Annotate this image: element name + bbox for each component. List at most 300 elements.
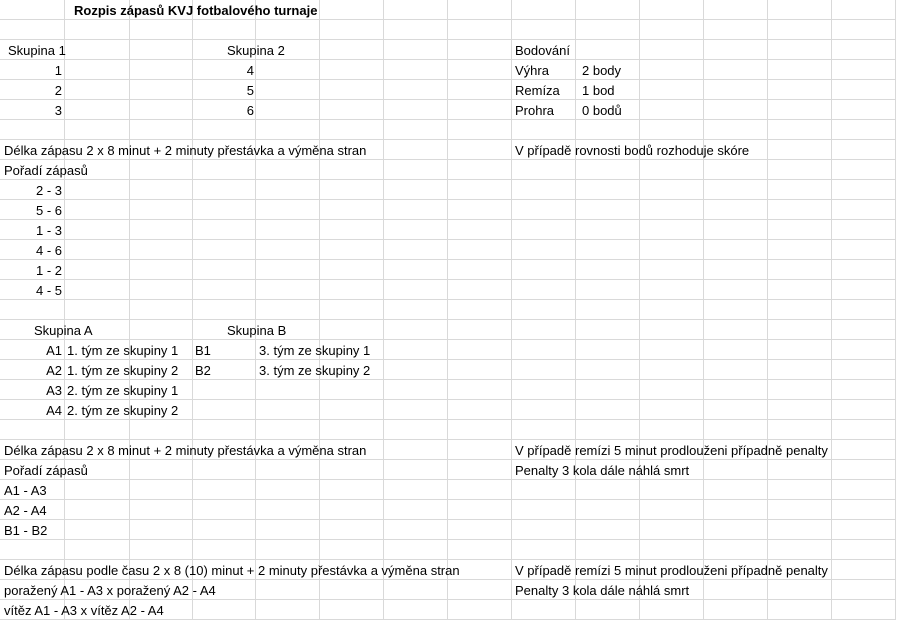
grid-cell[interactable]	[256, 160, 320, 180]
grid-cell[interactable]	[130, 100, 193, 120]
grid-cell[interactable]	[576, 20, 640, 40]
grid-cell[interactable]	[640, 280, 704, 300]
group-a-code[interactable]: A1	[46, 343, 62, 358]
grid-cell[interactable]	[576, 320, 640, 340]
grid-cell[interactable]	[832, 460, 896, 480]
grid-cell[interactable]	[384, 380, 448, 400]
grid-cell[interactable]	[576, 240, 640, 260]
grid-cell[interactable]	[768, 540, 832, 560]
grid-cell[interactable]	[0, 120, 65, 140]
match-order-label[interactable]: Pořadí zápasů	[4, 163, 88, 178]
grid-cell[interactable]	[0, 300, 65, 320]
scoring-label[interactable]: Bodování	[515, 43, 570, 58]
grid-cell[interactable]	[320, 300, 384, 320]
grid-cell[interactable]	[320, 120, 384, 140]
grid-cell[interactable]	[384, 20, 448, 40]
grid-cell[interactable]	[832, 480, 896, 500]
match-duration-text[interactable]: Délka zápasu 2 x 8 minut + 2 minuty přestávka a výměna stran	[4, 143, 367, 158]
grid-cell[interactable]	[832, 580, 896, 600]
grid-cell[interactable]	[640, 160, 704, 180]
grid-cell[interactable]	[640, 540, 704, 560]
grid-cell[interactable]	[65, 120, 130, 140]
group-1-team[interactable]: 1	[54, 63, 62, 78]
grid-cell[interactable]	[704, 120, 768, 140]
grid-cell[interactable]	[320, 80, 384, 100]
grid-cell[interactable]	[512, 300, 576, 320]
group-b-desc[interactable]: 3. tým ze skupiny 2	[259, 363, 371, 378]
grid-cell[interactable]	[384, 140, 448, 160]
grid-cell[interactable]	[448, 580, 512, 600]
grid-cell[interactable]	[768, 340, 832, 360]
grid-cell[interactable]	[832, 80, 896, 100]
grid-cell[interactable]	[65, 540, 130, 560]
tiebreak-rule-text[interactable]: V případě rovnosti bodů rozhoduje skóre	[515, 143, 750, 158]
grid-cell[interactable]	[130, 540, 193, 560]
grid-cell[interactable]	[512, 480, 576, 500]
grid-cell[interactable]	[576, 0, 640, 20]
grid-cell[interactable]	[448, 140, 512, 160]
scoring-name[interactable]: Remíza	[515, 83, 560, 98]
grid-cell[interactable]	[448, 240, 512, 260]
grid-cell[interactable]	[65, 100, 130, 120]
grid-cell[interactable]	[130, 300, 193, 320]
grid-cell[interactable]	[130, 40, 193, 60]
grid-cell[interactable]	[0, 20, 65, 40]
grid-cell[interactable]	[640, 80, 704, 100]
grid-cell[interactable]	[256, 20, 320, 40]
grid-cell[interactable]	[576, 340, 640, 360]
grid-cell[interactable]	[512, 0, 576, 20]
grid-cell[interactable]	[704, 540, 768, 560]
grid-cell[interactable]	[576, 200, 640, 220]
match-pairing[interactable]: 1 - 3	[35, 223, 62, 238]
grid-cell[interactable]	[320, 540, 384, 560]
grid-cell[interactable]	[704, 380, 768, 400]
grid-cell[interactable]	[448, 60, 512, 80]
grid-cell[interactable]	[832, 280, 896, 300]
grid-cell[interactable]	[768, 160, 832, 180]
grid-cell[interactable]	[768, 240, 832, 260]
grid-cell[interactable]	[384, 120, 448, 140]
grid-cell[interactable]	[768, 600, 832, 620]
grid-cell[interactable]	[768, 80, 832, 100]
grid-cell[interactable]	[768, 420, 832, 440]
grid-cell[interactable]	[512, 200, 576, 220]
grid-cell[interactable]	[256, 420, 320, 440]
grid-cell[interactable]	[384, 100, 448, 120]
grid-cell[interactable]	[512, 240, 576, 260]
grid-cell[interactable]	[512, 380, 576, 400]
grid-cell[interactable]	[768, 300, 832, 320]
grid-cell[interactable]	[193, 540, 256, 560]
grid-cell[interactable]	[768, 140, 832, 160]
draw-rule-text[interactable]: V případě remízi 5 minut prodlouženi případně penalty	[515, 443, 828, 458]
grid-cell[interactable]	[704, 520, 768, 540]
grid-cell[interactable]	[65, 180, 130, 200]
grid-cell[interactable]	[576, 160, 640, 180]
grid-cell[interactable]	[832, 540, 896, 560]
grid-cell[interactable]	[768, 320, 832, 340]
grid-cell[interactable]	[768, 380, 832, 400]
grid-cell[interactable]	[130, 500, 193, 520]
grid-cell[interactable]	[768, 360, 832, 380]
grid-cell[interactable]	[512, 360, 576, 380]
grid-cell[interactable]	[65, 80, 130, 100]
grid-cell[interactable]	[256, 80, 320, 100]
grid-cell[interactable]	[65, 500, 130, 520]
grid-cell[interactable]	[512, 500, 576, 520]
grid-cell[interactable]	[448, 100, 512, 120]
grid-cell[interactable]	[640, 20, 704, 40]
grid-cell[interactable]	[256, 580, 320, 600]
grid-cell[interactable]	[576, 420, 640, 440]
grid-cell[interactable]	[768, 580, 832, 600]
grid-cell[interactable]	[65, 60, 130, 80]
group-2-team[interactable]: 6	[246, 103, 254, 118]
grid-cell[interactable]	[0, 540, 65, 560]
group-1-label[interactable]: Skupina 1	[8, 43, 66, 58]
grid-cell[interactable]	[384, 40, 448, 60]
grid-cell[interactable]	[256, 200, 320, 220]
group-b-code[interactable]: B2	[195, 363, 211, 378]
grid-cell[interactable]	[384, 160, 448, 180]
grid-cell[interactable]	[640, 0, 704, 20]
grid-cell[interactable]	[768, 460, 832, 480]
grid-cell[interactable]	[256, 180, 320, 200]
grid-cell[interactable]	[193, 160, 256, 180]
group-2-team[interactable]: 5	[246, 83, 254, 98]
grid-cell[interactable]	[704, 280, 768, 300]
grid-cell[interactable]	[832, 420, 896, 440]
grid-cell[interactable]	[130, 480, 193, 500]
grid-cell[interactable]	[832, 260, 896, 280]
grid-cell[interactable]	[256, 220, 320, 240]
grid-cell[interactable]	[832, 560, 896, 580]
grid-cell[interactable]	[193, 200, 256, 220]
grid-cell[interactable]	[704, 480, 768, 500]
grid-cell[interactable]	[448, 160, 512, 180]
grid-cell[interactable]	[65, 480, 130, 500]
grid-cell[interactable]	[704, 80, 768, 100]
grid-cell[interactable]	[640, 220, 704, 240]
grid-cell[interactable]	[640, 420, 704, 440]
grid-cell[interactable]	[576, 520, 640, 540]
grid-cell[interactable]	[704, 320, 768, 340]
grid-cell[interactable]	[704, 500, 768, 520]
grid-cell[interactable]	[448, 420, 512, 440]
grid-cell[interactable]	[640, 120, 704, 140]
grid-cell[interactable]	[256, 380, 320, 400]
grid-cell[interactable]	[448, 360, 512, 380]
grid-cell[interactable]	[256, 280, 320, 300]
grid-cell[interactable]	[640, 360, 704, 380]
match-pairing[interactable]: 2 - 3	[35, 183, 62, 198]
grid-cell[interactable]	[130, 320, 193, 340]
grid-cell[interactable]	[576, 40, 640, 60]
grid-cell[interactable]	[448, 340, 512, 360]
grid-cell[interactable]	[768, 400, 832, 420]
grid-cell[interactable]	[512, 540, 576, 560]
group-1-team[interactable]: 2	[54, 83, 62, 98]
grid-cell[interactable]	[384, 440, 448, 460]
grid-cell[interactable]	[193, 20, 256, 40]
grid-cell[interactable]	[193, 280, 256, 300]
grid-cell[interactable]	[384, 340, 448, 360]
grid-cell[interactable]	[320, 320, 384, 340]
match-pairing[interactable]: 5 - 6	[35, 203, 62, 218]
grid-cell[interactable]	[448, 500, 512, 520]
grid-cell[interactable]	[256, 120, 320, 140]
grid-cell[interactable]	[384, 600, 448, 620]
grid-cell[interactable]	[448, 380, 512, 400]
grid-cell[interactable]	[384, 460, 448, 480]
grid-cell[interactable]	[832, 400, 896, 420]
penalty-rule-text[interactable]: Penalty 3 kola dále náhlá smrt	[515, 583, 690, 598]
grid-cell[interactable]	[65, 20, 130, 40]
match-order-label[interactable]: Pořadí zápasů	[4, 463, 88, 478]
grid-cell[interactable]	[512, 340, 576, 360]
grid-cell[interactable]	[448, 300, 512, 320]
grid-cell[interactable]	[704, 460, 768, 480]
grid-cell[interactable]	[320, 160, 384, 180]
grid-cell[interactable]	[448, 180, 512, 200]
grid-cell[interactable]	[768, 120, 832, 140]
grid-cell[interactable]	[256, 600, 320, 620]
grid-cell[interactable]	[512, 280, 576, 300]
grid-cell[interactable]	[704, 100, 768, 120]
grid-cell[interactable]	[768, 100, 832, 120]
grid-cell[interactable]	[256, 260, 320, 280]
grid-cell[interactable]	[704, 240, 768, 260]
grid-cell[interactable]	[640, 40, 704, 60]
grid-cell[interactable]	[130, 180, 193, 200]
group-1-team[interactable]: 3	[54, 103, 62, 118]
winners-match-text[interactable]: vítěz A1 - A3 x vítěz A2 - A4	[4, 603, 164, 618]
grid-cell[interactable]	[832, 220, 896, 240]
grid-cell[interactable]	[576, 380, 640, 400]
grid-cell[interactable]	[193, 300, 256, 320]
grid-cell[interactable]	[640, 520, 704, 540]
grid-cell[interactable]	[512, 160, 576, 180]
grid-cell[interactable]	[704, 600, 768, 620]
match-duration-text[interactable]: Délka zápasu podle času 2 x 8 (10) minut + 2 minuty přestávka a výměna stran	[4, 563, 460, 578]
grid-cell[interactable]	[256, 400, 320, 420]
grid-cell[interactable]	[256, 460, 320, 480]
grid-cell[interactable]	[640, 320, 704, 340]
penalty-rule-text[interactable]: Penalty 3 kola dále náhlá smrt	[515, 463, 690, 478]
group-a-label[interactable]: Skupina A	[34, 323, 93, 338]
grid-cell[interactable]	[65, 40, 130, 60]
grid-cell[interactable]	[384, 540, 448, 560]
grid-cell[interactable]	[704, 180, 768, 200]
grid-cell[interactable]	[130, 520, 193, 540]
grid-cell[interactable]	[320, 280, 384, 300]
grid-cell[interactable]	[768, 520, 832, 540]
grid-cell[interactable]	[832, 300, 896, 320]
grid-cell[interactable]	[384, 400, 448, 420]
grid-cell[interactable]	[256, 500, 320, 520]
grid-cell[interactable]	[832, 0, 896, 20]
grid-cell[interactable]	[768, 280, 832, 300]
grid-cell[interactable]	[832, 140, 896, 160]
grid-cell[interactable]	[320, 400, 384, 420]
grid-cell[interactable]	[448, 80, 512, 100]
grid-cell[interactable]	[768, 40, 832, 60]
grid-cell[interactable]	[448, 600, 512, 620]
grid-cell[interactable]	[130, 240, 193, 260]
match-pairing[interactable]: 4 - 6	[35, 243, 62, 258]
grid-cell[interactable]	[832, 240, 896, 260]
grid-cell[interactable]	[640, 600, 704, 620]
grid-cell[interactable]	[0, 420, 65, 440]
grid-cell[interactable]	[640, 340, 704, 360]
grid-cell[interactable]	[320, 180, 384, 200]
draw-rule-text[interactable]: V případě remízi 5 minut prodlouženi případně penalty	[515, 563, 828, 578]
grid-cell[interactable]	[320, 240, 384, 260]
grid-cell[interactable]	[384, 200, 448, 220]
match-pairing[interactable]: A2 - A4	[4, 503, 47, 518]
grid-cell[interactable]	[640, 500, 704, 520]
grid-cell[interactable]	[640, 400, 704, 420]
grid-cell[interactable]	[832, 320, 896, 340]
grid-cell[interactable]	[704, 60, 768, 80]
group-b-desc[interactable]: 3. tým ze skupiny 1	[259, 343, 371, 358]
grid-cell[interactable]	[448, 20, 512, 40]
grid-cell[interactable]	[448, 520, 512, 540]
match-pairing[interactable]: 4 - 5	[35, 283, 62, 298]
grid-cell[interactable]	[130, 280, 193, 300]
grid-cell[interactable]	[130, 420, 193, 440]
grid-cell[interactable]	[320, 260, 384, 280]
group-b-code[interactable]: B1	[195, 343, 211, 358]
grid-cell[interactable]	[832, 200, 896, 220]
grid-cell[interactable]	[640, 480, 704, 500]
grid-cell[interactable]	[832, 20, 896, 40]
grid-cell[interactable]	[704, 40, 768, 60]
group-a-code[interactable]: A3	[46, 383, 62, 398]
grid-cell[interactable]	[130, 260, 193, 280]
match-pairing[interactable]: B1 - B2	[4, 523, 48, 538]
grid-cell[interactable]	[130, 80, 193, 100]
grid-cell[interactable]	[768, 220, 832, 240]
grid-cell[interactable]	[832, 380, 896, 400]
grid-cell[interactable]	[768, 500, 832, 520]
grid-cell[interactable]	[256, 480, 320, 500]
grid-cell[interactable]	[384, 420, 448, 440]
grid-cell[interactable]	[320, 40, 384, 60]
grid-cell[interactable]	[640, 60, 704, 80]
grid-cell[interactable]	[448, 200, 512, 220]
grid-cell[interactable]	[448, 220, 512, 240]
grid-cell[interactable]	[193, 420, 256, 440]
match-pairing[interactable]: A1 - A3	[4, 483, 47, 498]
grid-cell[interactable]	[384, 80, 448, 100]
grid-cell[interactable]	[512, 400, 576, 420]
grid-cell[interactable]	[384, 580, 448, 600]
grid-cell[interactable]	[193, 220, 256, 240]
grid-cell[interactable]	[768, 260, 832, 280]
match-duration-text[interactable]: Délka zápasu 2 x 8 minut + 2 minuty přestávka a výměna stran	[4, 443, 367, 458]
grid-cell[interactable]	[640, 200, 704, 220]
grid-cell[interactable]	[512, 20, 576, 40]
grid-cell[interactable]	[576, 600, 640, 620]
group-a-code[interactable]: A4	[46, 403, 62, 418]
grid-cell[interactable]	[832, 160, 896, 180]
grid-cell[interactable]	[512, 320, 576, 340]
grid-cell[interactable]	[320, 460, 384, 480]
grid-cell[interactable]	[130, 160, 193, 180]
scoring-value[interactable]: 1 bod	[582, 83, 615, 98]
grid-cell[interactable]	[65, 220, 130, 240]
grid-cell[interactable]	[320, 380, 384, 400]
grid-cell[interactable]	[704, 340, 768, 360]
grid-cell[interactable]	[448, 320, 512, 340]
grid-cell[interactable]	[130, 60, 193, 80]
grid-cell[interactable]	[0, 0, 65, 20]
grid-cell[interactable]	[576, 280, 640, 300]
group-a-desc[interactable]: 1. tým ze skupiny 1	[67, 343, 179, 358]
grid-cell[interactable]	[320, 60, 384, 80]
scoring-value[interactable]: 2 body	[582, 63, 622, 78]
grid-cell[interactable]	[384, 180, 448, 200]
grid-cell[interactable]	[704, 300, 768, 320]
grid-cell[interactable]	[448, 40, 512, 60]
grid-cell[interactable]	[320, 500, 384, 520]
grid-cell[interactable]	[704, 580, 768, 600]
grid-cell[interactable]	[704, 360, 768, 380]
grid-cell[interactable]	[320, 420, 384, 440]
group-2-label[interactable]: Skupina 2	[227, 43, 285, 58]
grid-cell[interactable]	[640, 380, 704, 400]
grid-cell[interactable]	[448, 440, 512, 460]
group-2-team[interactable]: 4	[246, 63, 254, 78]
grid-cell[interactable]	[256, 60, 320, 80]
grid-cell[interactable]	[384, 320, 448, 340]
grid-cell[interactable]	[193, 380, 256, 400]
grid-cell[interactable]	[256, 240, 320, 260]
grid-cell[interactable]	[704, 200, 768, 220]
grid-cell[interactable]	[832, 500, 896, 520]
grid-cell[interactable]	[256, 540, 320, 560]
grid-cell[interactable]	[640, 240, 704, 260]
grid-cell[interactable]	[832, 100, 896, 120]
grid-cell[interactable]	[65, 420, 130, 440]
group-a-desc[interactable]: 2. tým ze skupiny 2	[67, 403, 179, 418]
grid-cell[interactable]	[256, 300, 320, 320]
grid-cell[interactable]	[320, 580, 384, 600]
grid-cell[interactable]	[384, 520, 448, 540]
grid-cell[interactable]	[640, 300, 704, 320]
grid-cell[interactable]	[768, 480, 832, 500]
grid-cell[interactable]	[130, 220, 193, 240]
grid-cell[interactable]	[193, 460, 256, 480]
grid-cell[interactable]	[576, 220, 640, 240]
grid-cell[interactable]	[640, 260, 704, 280]
grid-cell[interactable]	[384, 280, 448, 300]
grid-cell[interactable]	[448, 0, 512, 20]
grid-cell[interactable]	[576, 120, 640, 140]
grid-cell[interactable]	[65, 300, 130, 320]
grid-cell[interactable]	[256, 100, 320, 120]
grid-cell[interactable]	[768, 200, 832, 220]
grid-cell[interactable]	[384, 480, 448, 500]
grid-cell[interactable]	[448, 460, 512, 480]
grid-cell[interactable]	[448, 480, 512, 500]
grid-cell[interactable]	[384, 260, 448, 280]
match-pairing[interactable]: 1 - 2	[35, 263, 62, 278]
grid-cell[interactable]	[320, 600, 384, 620]
grid-cell[interactable]	[448, 280, 512, 300]
